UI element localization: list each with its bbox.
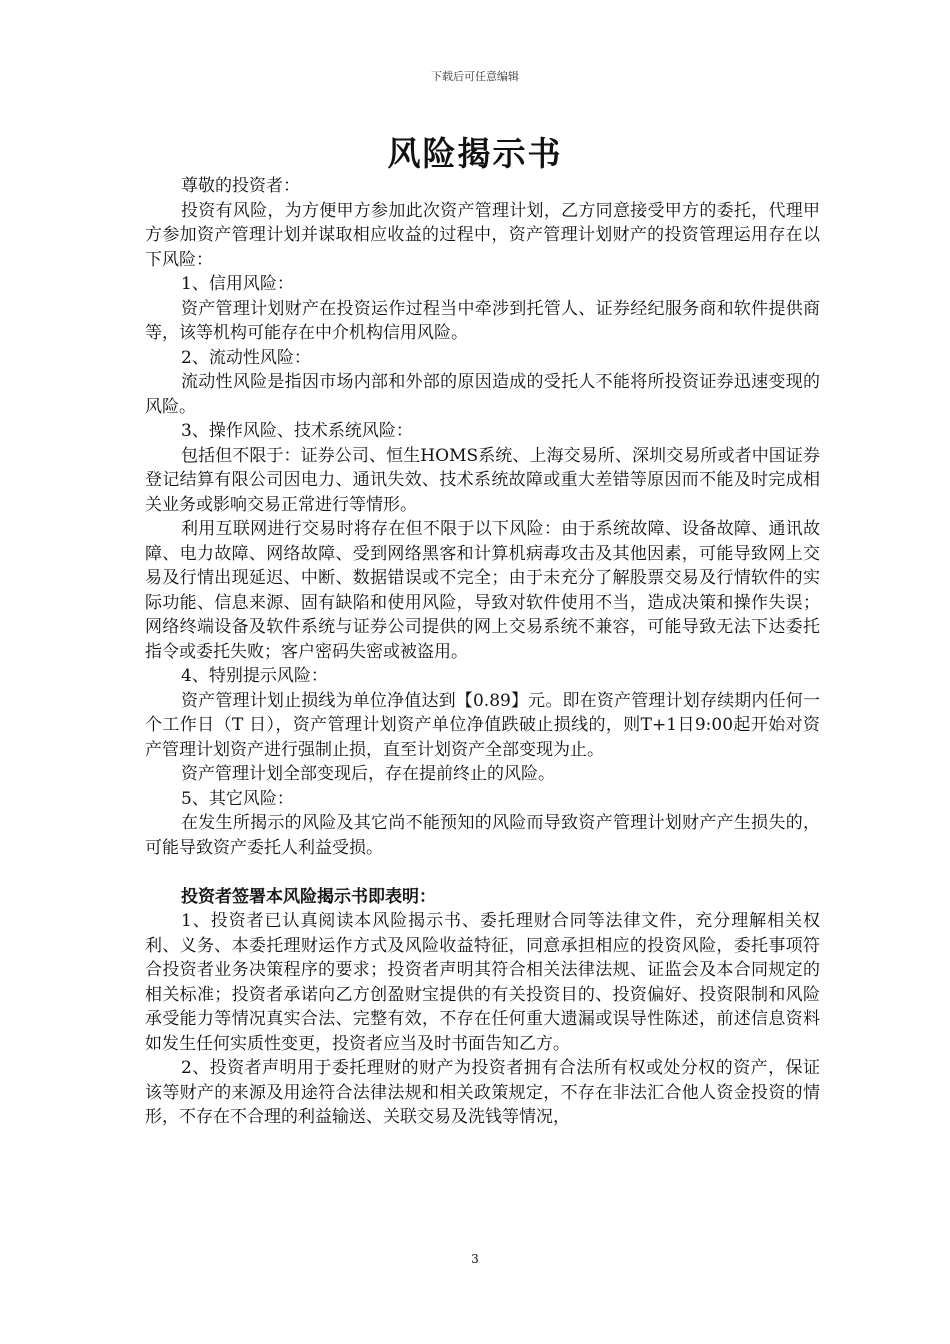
section-heading-special-risk: 4、特别提示风险： xyxy=(181,666,328,686)
declaration-item: 2、投资者声明用于委托理财的财产为投资者拥有合法所有权或处分权的资产，保证该等财产的来源及用途符合法律法规和相关政策规定，不存在非法汇合他人资金投资的情形，不存在不合理的利益输送、关联交易及洗钱等情况， xyxy=(145,1058,820,1127)
other-risk-paragraph: 在发生所揭示的风险及其它尚不能预知的风险而导致资产管理计划财产产生损失的，可能导致资产委托人利益受损。 xyxy=(145,813,820,858)
internet-risk-paragraph: 利用互联网进行交易时将存在但不限于以下风险：由于系统故障、设备故障、通讯故障、电力故障、网络故障、受到网络黑客和计算机病毒攻击及其他因素，可能导致网上交易及行情出现延迟、中断、数据错误或不完全；由于未充分了解股票交易及行情软件的实际功能、信息来源、固有缺陷和使用风险，导致对软件使用不当，造成决策和操作失误；网络终端设备及软件系统与证券公司提供的网上交易系统不兼容，可能导致无法下达委托指令或委托失败；客户密码失密或被盗用。 xyxy=(145,519,820,662)
spacer xyxy=(145,860,820,885)
section-heading-operational-risk: 3、操作风险、技术系统风险： xyxy=(181,421,413,441)
declaration-heading: 投资者签署本风险揭示书即表明： xyxy=(181,886,436,907)
document-title: 风险揭示书 xyxy=(387,134,563,173)
header-note: 下载后可任意编辑 xyxy=(431,70,519,83)
section-heading-credit-risk: 1、信用风险： xyxy=(181,274,294,294)
document-body xyxy=(145,174,820,1130)
section-heading-other-risk: 5、其它风险： xyxy=(181,788,294,809)
section-heading-liquidity-risk: 2、流动性风险： xyxy=(181,347,311,368)
operational-risk-paragraph: 包括但不限于：证券公司、恒生HOMS系统、上海交易所、深圳交易所或者中国证券登记结算有限公司因电力、通讯失效、技术系统故障或重大差错等原因而不能及时完成相关业务或影响交易正常进行等情形。 xyxy=(145,445,820,515)
stop-loss-paragraph: 资产管理计划止损线为单位净值达到【0.89】元。即在资产管理计划存续期内任何一个工作日（T 日），资产管理计划资产单位净值跌破止损线的，则T+1日9:00起开始对资产管理计划资产进行强制止损，直至计划资产全部变现为止。 xyxy=(145,690,820,760)
intro-paragraph: 投资有风险，为方便甲方参加此次资产管理计划，乙方同意接受甲方的委托，代理甲方参加资产管理计划并谋取相应收益的过程中，资产管理计划财产的投资管理运用存在以下风险： xyxy=(145,200,820,270)
credit-risk-paragraph: 资产管理计划财产在投资运作过程当中牵涉到托管人、证券经纪服务商和软件提供商等，该等机构可能存在中介机构信用风险。 xyxy=(145,298,820,343)
declaration-item: 1、投资者已认真阅读本风险揭示书、委托理财合同等法律文件，充分理解相关权利、义务、本委托理财运作方式及风险收益特征，同意承担相应的投资风险，委托事项符合投资者业务决策程序的要求；投资者声明其符合相关法律法规、证监会及本合同规定的相关标准；投资者承诺向乙方创盈财宝提供的有关投资目的、投资偏好、投资限制和风险承受能力等情况真实合法、完整有效，不存在任何重大遗漏或误导性陈述，前述信息资料如发生任何实质性变更，投资者应当及时书面告知乙方。 xyxy=(145,911,820,1054)
greeting: 尊敬的投资者： xyxy=(181,176,300,196)
early-termination-paragraph: 资产管理计划全部变现后，存在提前终止的风险。 xyxy=(181,764,555,784)
page-number: 3 xyxy=(471,1252,479,1266)
liquidity-risk-paragraph: 流动性风险是指因市场内部和外部的原因造成的受托人不能将所投资证券迅速变现的风险。 xyxy=(145,372,820,417)
